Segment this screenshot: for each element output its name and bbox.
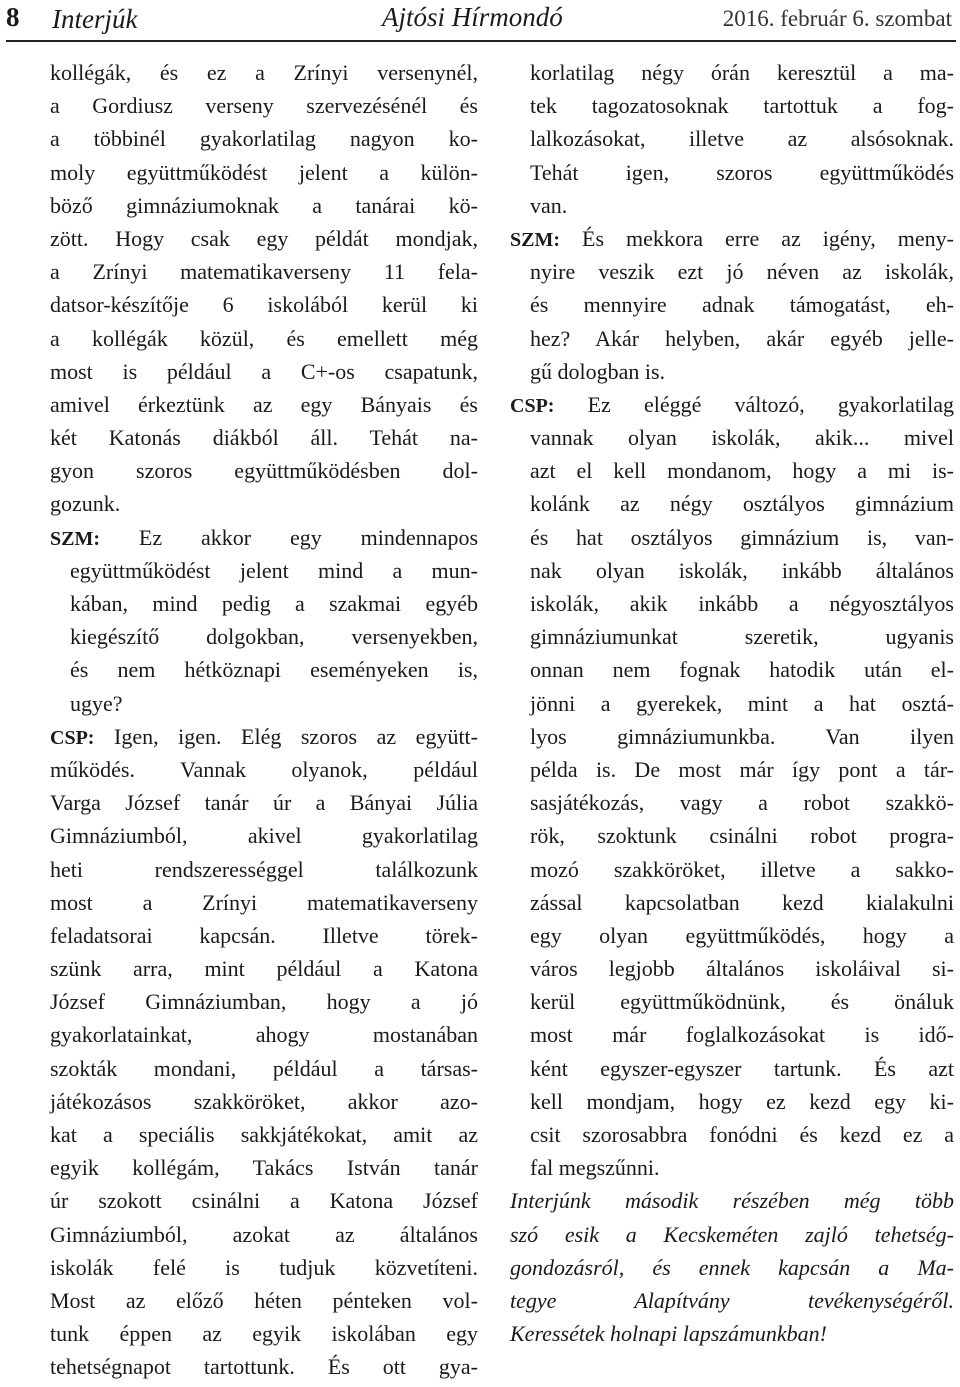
text-line: kat a speciális sakkjátékokat, amit az <box>50 1122 478 1147</box>
text-line <box>510 388 954 421</box>
text-line: a Gordiusz verseny szervezésénél és <box>50 93 478 119</box>
text-line: Most az előző héten pénteken vol- <box>50 1287 478 1313</box>
text-line: hez? Akár helyben, akár egyéb jelle- <box>530 325 954 351</box>
speaker-label: SZM: <box>50 527 100 550</box>
text-line: rök, szoktunk csinálni robot progra- <box>530 823 954 849</box>
text-line: onnan nem fognak hatodik után el- <box>530 657 954 683</box>
text-line: egyik kollégám, Takács István tanár <box>50 1155 478 1181</box>
text-line: csit szorosabbra fonódni és kezd ez a <box>530 1122 954 1147</box>
text-line: lalkozásokat, illetve az alsósoknak. <box>530 126 954 152</box>
text-line: kiegészítő dolgokban, versenyekben, <box>70 624 478 650</box>
text-line: Gimnáziumból, azokat az általános <box>50 1221 478 1247</box>
text-line: szokták mondani, például a társas- <box>50 1055 478 1081</box>
text-line: böző gimnáziumoknak a tanárai kö- <box>50 192 478 218</box>
text-line: azt el kell mondanom, hogy a mi is- <box>530 458 954 484</box>
text-line: datsor-készítője 6 iskolából kerül ki <box>50 292 478 318</box>
text-line: iskolák, akik inkább a négyosztályos <box>530 591 954 616</box>
line-text: Ez eléggé változó, gyakorlatilag <box>554 391 954 417</box>
text-line: és mennyire adnak támogatást, eh- <box>530 292 954 318</box>
text-line: tek tagozatosoknak tartottuk a fog- <box>530 93 954 119</box>
page-header <box>6 0 956 42</box>
text-line: iskolák felé is tudjuk közvetíteni. <box>50 1254 478 1280</box>
text-line: a Zrínyi matematikaverseny 11 fela- <box>50 259 478 285</box>
text-line: gű dologban is. <box>530 358 666 384</box>
text-line: kában, mind pedig a szakmai egyéb <box>70 591 478 616</box>
text-line: Keressétek holnapi lapszámunkban! <box>510 1321 827 1347</box>
right-column <box>510 56 954 1350</box>
text-line: most is például a C+-os csapatunk, <box>50 358 478 384</box>
text-line: van. <box>530 192 568 218</box>
text-line: József Gimnáziumban, hogy a jó <box>50 989 478 1015</box>
text-line: tehetségnapot tartottunk. És ott gya- <box>50 1354 478 1380</box>
text-line: ként egyszer-egyszer tartunk. És azt <box>530 1055 954 1081</box>
text-line: működés. Vannak olyanok, például <box>50 756 478 782</box>
line-text: És mekkora erre az igény, meny- <box>560 225 954 251</box>
text-line: kell mondjam, hogy ez kezd egy ki- <box>530 1088 954 1114</box>
text-line: korlatilag négy órán keresztül a ma- <box>530 60 954 85</box>
speaker-label: CSP: <box>510 394 555 417</box>
text-line <box>50 720 478 753</box>
text-line: a kollégák közül, és emellett még <box>50 325 478 351</box>
text-line: szünk arra, mint például a Katona <box>50 956 478 982</box>
text-line: és nem hétköznapi eseményeken is, <box>70 657 478 683</box>
text-line: jönni a gyerekek, mint a hat osztá- <box>530 690 954 716</box>
speaker-label: CSP: <box>50 726 95 749</box>
text-line: tegye Alapítvány tevékenységéről. <box>510 1287 954 1313</box>
text-line: nak olyan iskolák, inkább általános <box>530 557 954 583</box>
text-line: két Katonás diákból áll. Tehát na- <box>50 425 478 451</box>
text-line: úr szokott csinálni a Katona József <box>50 1188 478 1214</box>
text-line: amivel érkeztünk az egy Bányais és <box>50 391 478 417</box>
line-text: Ez akkor egy mindennapos <box>100 524 478 550</box>
text-line: sasjátékozás, vagy a robot szakkö- <box>530 790 954 816</box>
text-line: a többinél gyakorlatilag nagyon ko- <box>50 126 478 152</box>
text-line: mozó szakköröket, illetve a sakko- <box>530 856 954 882</box>
text-line: kollégák, és ez a Zrínyi versenynél, <box>50 60 478 85</box>
text-line: gimnáziumunkat szeretik, ugyanis <box>530 624 954 650</box>
text-line: most a Zrínyi matematikaverseny <box>50 889 478 915</box>
left-column <box>50 56 478 1384</box>
text-line: most már foglalkozásokat is idő- <box>530 1022 954 1048</box>
text-line: Tehát igen, szoros együttműködés <box>530 159 954 185</box>
issue-date: 2016. február 6. szombat <box>722 6 952 31</box>
text-line: ugye? <box>70 690 123 716</box>
speaker-label: SZM: <box>510 228 560 251</box>
text-line: vannak olyan iskolák, akik... mivel <box>530 425 954 451</box>
text-line: játékozásos szakköröket, akkor azo- <box>50 1088 478 1114</box>
text-line: példa is. De most már így pont a tár- <box>530 756 954 782</box>
text-line: egy olyan együttműködés, hogy a <box>530 922 954 948</box>
text-line: gyon szoros együttműködésben dol- <box>50 458 478 484</box>
text-line: zött. Hogy csak egy példát mondjak, <box>50 225 478 251</box>
newspaper-title: Ajtósi Hírmondó <box>382 2 563 32</box>
text-line <box>50 521 478 554</box>
text-line: Varga József tanár úr a Bányai Júlia <box>50 790 478 816</box>
text-line: tunk éppen az egyik iskolában egy <box>50 1321 478 1347</box>
text-line: lyos gimnáziumunkba. Van ilyen <box>530 723 954 749</box>
text-line: gondozásról, és ennek kapcsán a Ma- <box>510 1254 954 1280</box>
text-line: gyakorlatainkat, ahogy mostanában <box>50 1022 478 1048</box>
line-text: Igen, igen. Elég szoros az együtt- <box>94 723 478 749</box>
text-line: szó esik a Kecskeméten zajló tehetség- <box>510 1221 954 1247</box>
text-line: nyire veszik ezt jó néven az iskolák, <box>530 259 954 285</box>
text-line: gozunk. <box>50 491 121 517</box>
text-line: kolánk az négy osztályos gimnázium <box>530 491 954 517</box>
text-line: feladatsorai kapcsán. Illetve törek- <box>50 922 478 948</box>
text-line: Gimnáziumból, akivel gyakorlatilag <box>50 823 478 849</box>
text-line: Interjúnk második részében még több <box>510 1188 954 1214</box>
text-line: és hat osztályos gimnázium is, van- <box>530 524 954 550</box>
text-line: fal megszűnni. <box>530 1155 660 1181</box>
text-line <box>510 222 954 255</box>
text-line: kerül együttműködnünk, és önáluk <box>530 989 954 1015</box>
text-line: város legjobb általános iskoláival si- <box>530 956 954 982</box>
section-title: Interjúk <box>52 4 138 34</box>
page-number: 8 <box>6 2 20 32</box>
text-line: együttműködést jelent mind a mun- <box>70 557 478 583</box>
text-line: heti rendszerességgel találkozunk <box>50 856 478 882</box>
text-line: zással kapcsolatban kezd kialakulni <box>530 889 954 915</box>
text-line: moly együttműködést jelent a külön- <box>50 159 478 185</box>
